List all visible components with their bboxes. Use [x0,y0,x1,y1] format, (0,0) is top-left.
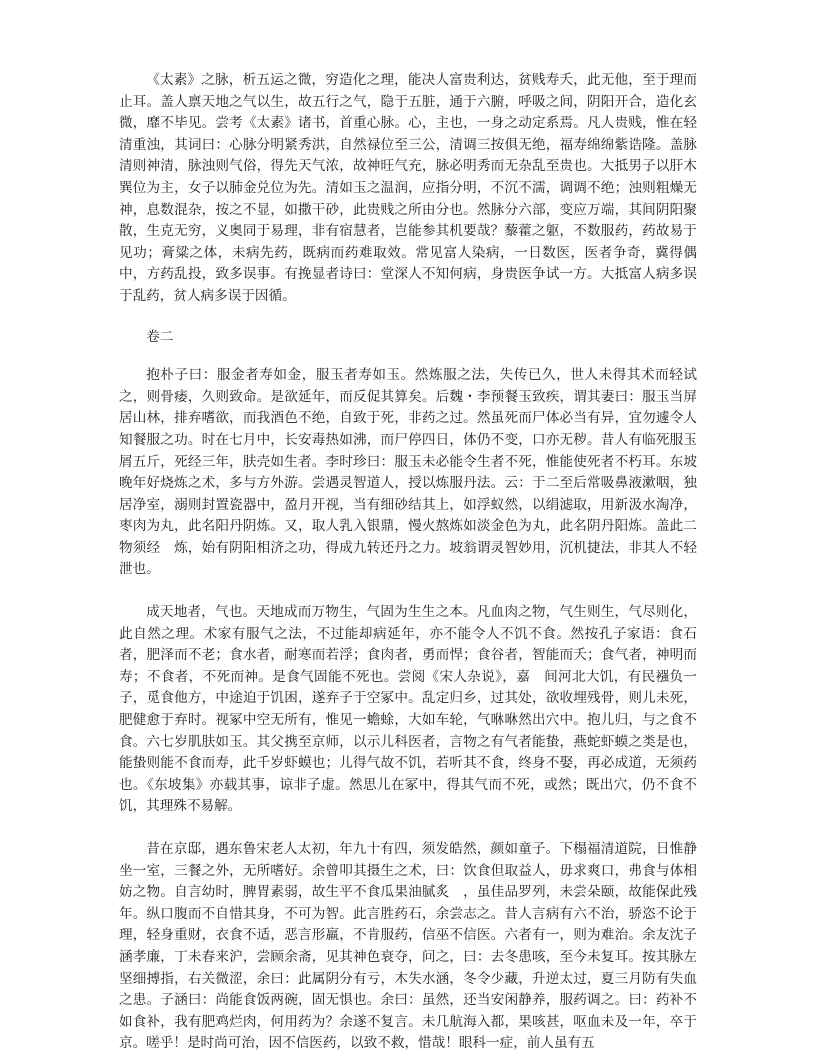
section-heading: 卷二 [146,328,174,345]
document-page [119,70,697,1055]
paragraph-taisu-pulse: 《太素》之脉，析五运之微，穷造化之理，能决人富贵利达，贫贱寿夭，此无他，至于理而止耳。盖人禀天地之气以生，故五行之气，隐于五脏，通于六腑，呼吸之间，阴阳开合，造化玄微，靡不毕见。尝考《太素》诸书，首重心脉。心，主也，一身之动定系焉。凡人贵贱，惟在轻清重浊，其词曰：心脉分明紧秀洪，自然禄位至三公，清调三按俱无绝，福寿绵绵紫诰隆。盖脉清则神清，脉浊则气俗，得先天气浓，故神旺气充，脉必明秀而无杂乱至贵也。大抵男子以肝木巽位为主，女子以肺金兑位为先。清如玉之温润，应指分明，不沉不濡，调调不绝；浊则粗燥无神，息数混杂，按之不显，如撒干砂，此贵贱之所由分也。然脉分六部，变应万端，其间阴阳聚散，生克无穷，义奥同于易理，非有宿慧者，岂能参其机要哉？藜藿之躯，不数服药，药故易于见功；膏粱之体，未病先药，既病而药难取效。常见富人染病，一日数医，医者争奇，冀得偶中，方药乱投，致多误事。有挽显者诗曰：堂深人不知何病，身贵医争试一方。大抵富人病多误于乱药，贫人病多误于因循。 [119,72,697,304]
paragraph-qi: 成天地者，气也。天地成而万物生，气固为生生之本。凡血肉之物，气生则生，气尽则化，此自然之理。术家有服气之法，不过能却病延年，亦不能令人不饥不食。然按孔子家语：食石者，肥泽而不老；食水者，耐寒而若浮；食肉者，勇而悍；食谷者，智能而夭；食气者，神明而寿；不食者，不死而神。是食气固能不死也。尝阅《宋人杂说》，嘉 间河北大饥，有民襁负一子，觅食他方，中途迫于饥困，遂弃子于空冢中。乱定归乡，过其处，欲收埋残骨，则儿未死，肥健愈于弃时。视冢中空无所有，惟见一蟾蜍，大如车轮，气咻咻然出穴中。抱儿归，与之食不食。六七岁肌肤如玉。其父携至京师，以示儿科医者，言物之有气者能蛰，燕蛇虾蟆之类是也，能蛰则能不食而寿，此千岁虾蟆也；儿得气故不饥，若听其不食，终身不娶，再必成道，无须药也。《东坡集》亦载其事，谅非子虚。然思儿在冢中，得其气而不死，或然；既出穴，仍不食不饥，其理殊不易解。 [119,604,697,815]
paragraph-jingdi: 昔在京邸，遇东鲁宋老人太初，年九十有四，须发皓然，颜如童子。下榻福清道院，日惟静坐一室，三餐之外，无所嗜好。余曾叩其摄生之术，曰：饮食但取益人，毋求爽口，弗食与体相妨之物。自言幼时，脾胃素弱，故生平不食瓜果油腻炙 ，虽佳品罗列，未尝朵颐，故能保此残年。纵口腹而不自惜其身，不可为智。此言胜药石，余尝志之。昔人言病有六不治，骄恣不论于理，轻身重财，衣食不适，恶言形羸，不肯服药，信巫不信医。六者有一，则为难治。余友沈子涵孝廉，丁未春来沪，尝顾余斋，见其神色衰夺，问之，曰：去冬患咳，至今未复耳。按其脉左坚细搏指，右关微涩，余曰：此属阴分有亏，木失水涵，冬令少藏，升逆太过，夏三月防有失血之患。子涵曰：尚能食饭两碗，固无惧也。余曰：虽然，还当安闲静养，服药调之。曰：药补不如食补，我有肥鸡烂肉，何用药为？余遂不复言。未几航海入都，果咳甚，呕血未及一年，卒于京。嗟乎！是时尚可治，因不信医药，以致不救，惜哉！眼科一症，前人虽有五 [119,841,697,1052]
paragraph-baopuzi: 抱朴子曰：服金者寿如金，服玉者寿如玉。然炼服之法，失传已久，世人未得其术而轻试之，则骨痿，久则致命。是欲延年，而反促其算矣。后魏・李预餐玉致疾，谓其妻曰：服玉当屏居山林，排弃嗜欲，而我酒色不绝，自致于死，非药之过。然虽死而尸体必当有异，宜勿遽令人知餐服之功。时在七月中，长安毒热如沸，而尸停四日，体仍不变，口亦无秽。昔人有临死服玉屑五斤，死经三年，肤壳如生者。李时珍曰：服玉未必能令生者不死，惟能使死者不朽耳。东坡晚年好烧炼之术，多与方外游。尝遇灵智道人，授以炼服丹法。云：于二至后常吸鼻液漱咽，独居净室，溺则封置瓷器中，盈月开视，当有细砂结其上，如浮蚁然，以绢滤取，用新汲水淘净，枣肉为丸，此名阳丹阴炼。又，取人乳入银鼎，慢火熬炼如淡金色为丸，此名阴丹阳炼。盖此二物须经 炼，始有阴阳相济之功，得成九转还丹之力。坡翁谓灵智妙用，沉机捷法，非其人不轻泄也。 [119,367,697,578]
